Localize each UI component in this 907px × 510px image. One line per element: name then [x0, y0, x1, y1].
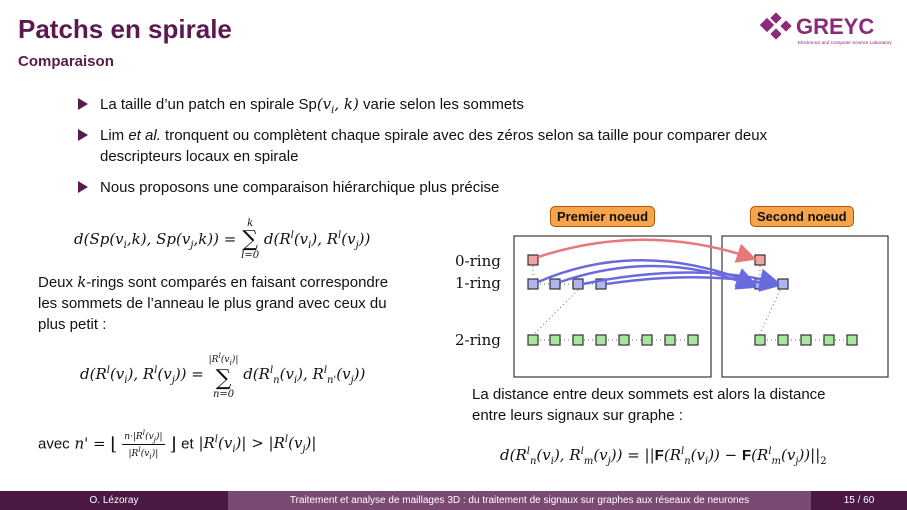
ring2-vertex — [596, 335, 606, 345]
ring2-vertex — [778, 335, 788, 345]
ring2-vertex — [528, 335, 538, 345]
bullet-1-text: La taille d’un patch en spirale Sp — [100, 96, 317, 113]
slide-subtitle: Comparaison — [18, 53, 114, 70]
footer-author: O. Lézoray — [0, 491, 228, 510]
ring0-vertex-second — [755, 255, 765, 265]
footer — [0, 491, 907, 510]
ring2-vertex — [755, 335, 765, 345]
second-node-label: Second noeud — [750, 206, 854, 227]
ring2-vertex — [665, 335, 675, 345]
formula-index-mapping: avec n' = ⌊ $\frac{n\cdot|R^l(v_j)|}{|R^l(v_i)|}$ ⌋ et $|R^l(v_i)| > |R^l(v_j)|$ — [38, 428, 317, 461]
ring-label-1: 1-ring — [455, 274, 501, 292]
logo-tagline: Electronics and Computer Science Laboratory — [798, 40, 892, 45]
footer-title: Traitement et analyse de maillages 3D : du traitement de signaux sur graphes aux réseaux de neurones — [228, 491, 811, 510]
ring2-vertex — [801, 335, 811, 345]
bullet-1-math: ($v_i$, k) — [316, 95, 359, 116]
ring1-vertex — [550, 279, 560, 289]
ring1-vertex — [528, 279, 538, 289]
formula-signal-distance: $d(R^l_n(v_i)$, $R^l_m(v_j)) = ||F(R^l_n(v_i)) - F(R^l_m(v_j))||_2$ — [500, 446, 827, 467]
first-node-label: Premier noeud — [550, 206, 655, 227]
ring2-vertex — [550, 335, 560, 345]
formula-spiral-distance: $d(Sp(v_i,k)$, $Sp(v_j,k)$) = k ∑ l=0 $d(R^l(v_i)$, $R^l(v_j)$) — [74, 218, 371, 261]
red-arrow — [538, 240, 752, 258]
ring2-vertex — [573, 335, 583, 345]
paragraph-signal-distance: La distance entre deux sommets est alors la distance entre leurs signaux sur graphe : — [472, 386, 826, 424]
bullet-2-line2: descripteurs locaux en spirale — [100, 148, 299, 165]
bullet-2-italic: et al. — [128, 127, 161, 144]
logo-text: GREYC — [796, 14, 875, 39]
bullet-2-line1: tronquent ou complètent chaque spirale avec des zéros selon sa taille pour comparer deux — [160, 127, 768, 144]
formula-ring-distance: $d(R^l(v_i)$, $R^l(v_j)$) = $|R^l(v_i)|$ ∑ n=0 $d(R^l_n(v_i)$, $R^l_{n'}(v_j)$) — [80, 351, 366, 400]
ring-label-2: 2-ring — [455, 331, 501, 349]
bullet-3-text: Nous proposons une comparaison hiérarchique plus précise — [100, 179, 500, 196]
ring0-vertex-first — [528, 255, 538, 265]
ring2-vertex — [642, 335, 652, 345]
ring2-vertex — [847, 335, 857, 345]
ring2-vertex — [688, 335, 698, 345]
bullet-2-text-before: Lim — [100, 127, 129, 144]
ring2-vertex — [824, 335, 834, 345]
ring1-vertex — [573, 279, 583, 289]
ring2-vertex — [619, 335, 629, 345]
footer-page-number: 15 / 60 — [811, 491, 907, 510]
bullet-1-suffix: varie selon les sommets — [358, 96, 524, 113]
first-node-box — [514, 236, 711, 377]
paragraph-kring-matching: Deux k-rings sont comparés en faisant correspondre les sommets de l’anneau le plus grand avec ceux du plus petit : — [38, 273, 389, 333]
slide-title: Patchs en spirale — [18, 14, 232, 44]
ring1-vertex — [778, 279, 788, 289]
ring-label-0: 0-ring — [455, 252, 501, 270]
